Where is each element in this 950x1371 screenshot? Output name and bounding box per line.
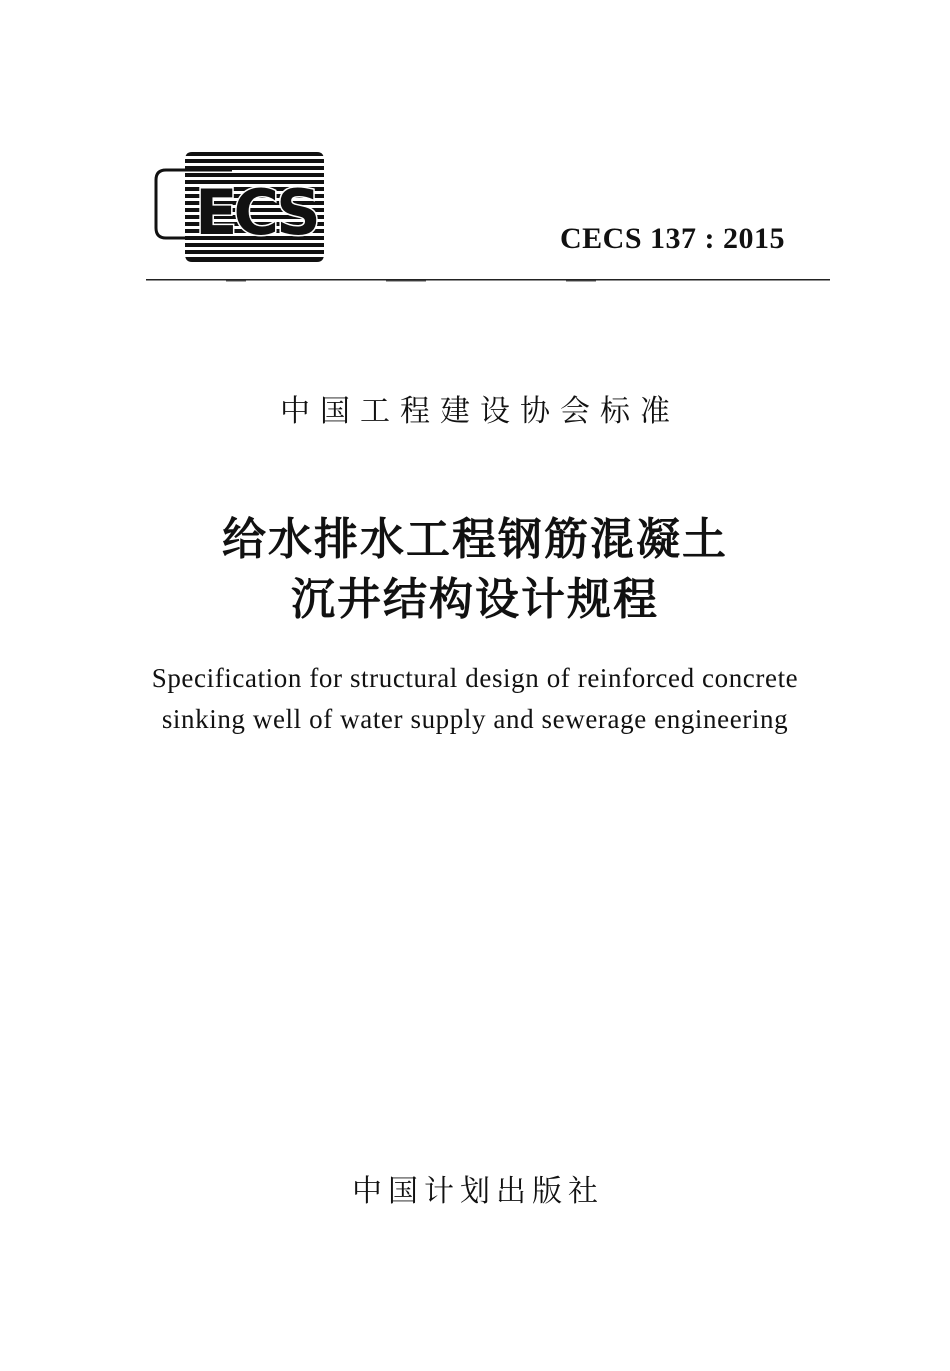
title-chinese-line-2: 沉井结构设计规程 <box>291 574 659 625</box>
ecs-logo <box>152 148 344 266</box>
svg-text:ECS: ECS <box>195 176 317 249</box>
publisher-name: 中国计划出版社 <box>352 1174 604 1209</box>
title-english-line-2: sinking well of water supply and sewerage engineering <box>161 704 789 734</box>
header-rule <box>146 279 830 282</box>
standard-code: CECS 137 : 2015 <box>560 222 786 255</box>
association-label: 中国工程建设协会标准 <box>280 394 680 429</box>
title-chinese-line-1: 给水排水工程钢筋混凝土 <box>222 514 728 565</box>
title-english-line-1: Specification for structural design of reinforced concrete <box>151 663 799 693</box>
